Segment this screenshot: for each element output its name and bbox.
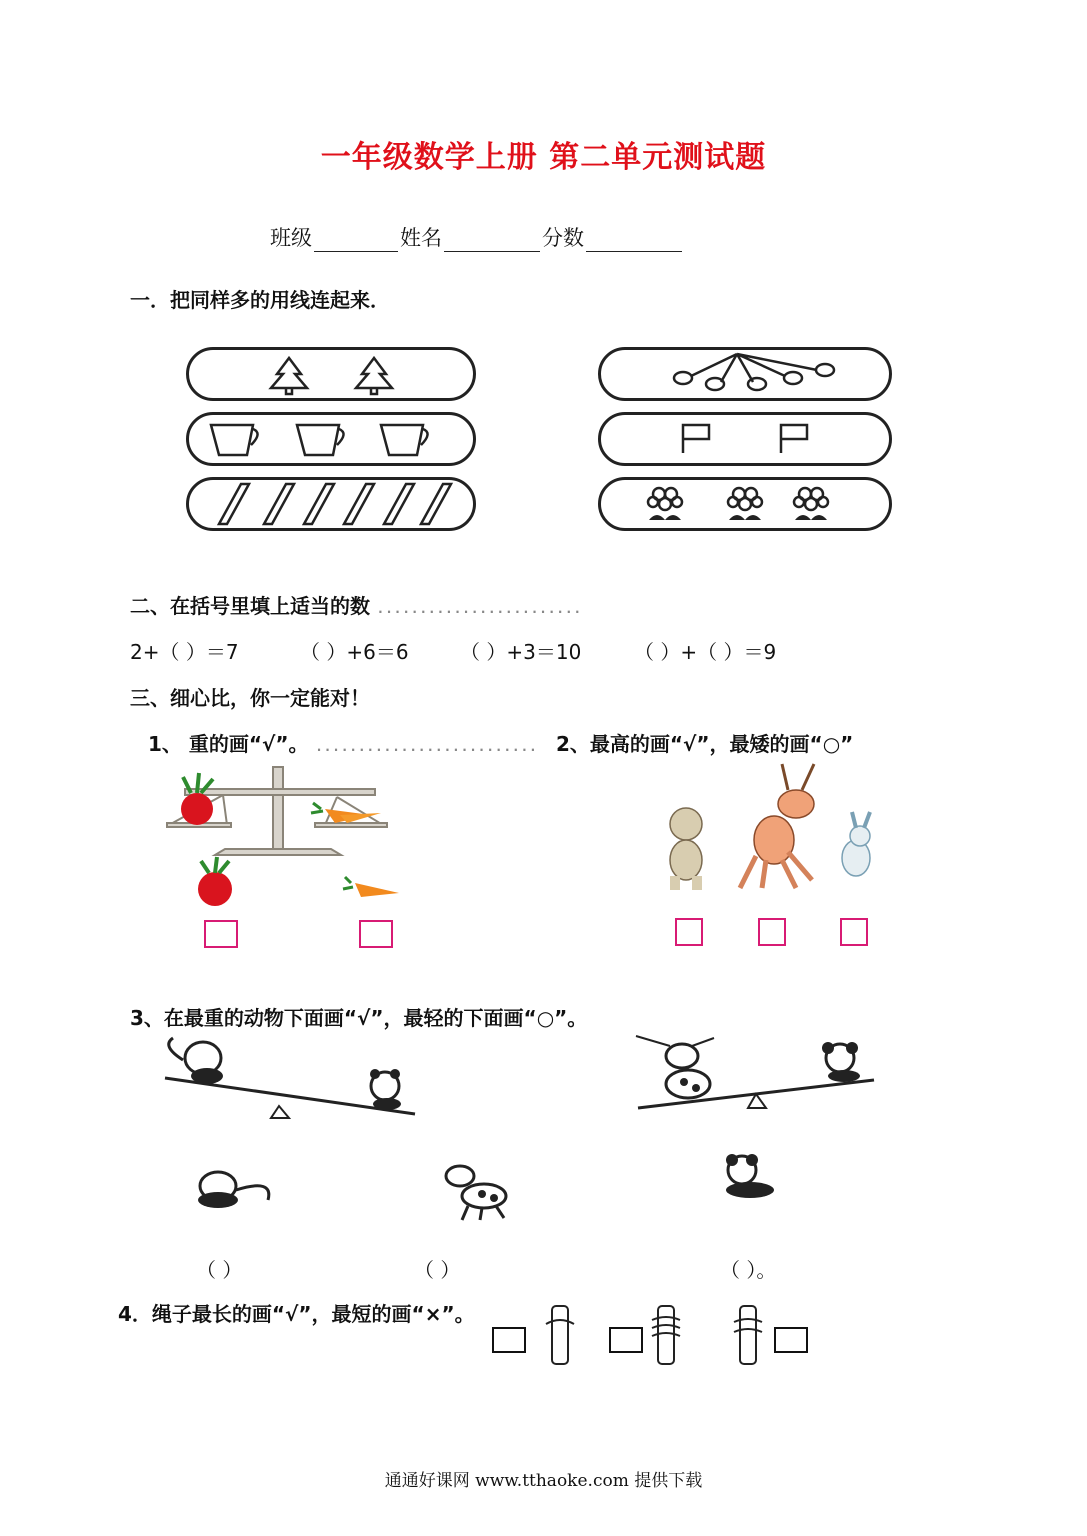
group-balloons[interactable] [598,347,892,401]
name-field[interactable] [444,229,540,252]
score-label: 分数 [542,226,584,250]
rope-post-1 [542,1302,578,1366]
deer-icon [636,1036,714,1098]
section1-heading: 一．把同样多的用线连起来． [130,288,390,312]
monkey-icon [169,1038,223,1084]
panda-icon [822,1042,860,1082]
equation-4[interactable]: （ ）+（ ）＝9 [634,640,777,664]
question-3: 3、在最重的动物下面画“√”，最轻的下面画“○”。 [130,1006,588,1030]
class-field[interactable] [314,229,398,252]
bear-icon [670,808,702,890]
equation-1[interactable]: 2+（ ）＝7 [130,640,239,664]
panda-icon [370,1069,401,1110]
answer-box-rope-1[interactable] [492,1327,526,1353]
answer-box-rope-3[interactable] [774,1327,808,1353]
page-title: 一年级数学上册 第二单元测试题 [320,140,767,175]
group-flowers[interactable] [598,477,892,531]
carrot-icon [343,877,399,897]
rope-post-2 [648,1302,684,1366]
answer-blank-deer[interactable]: （ ） [414,1258,461,1282]
flag-icon [601,415,889,463]
answer-box-rabbit[interactable] [840,918,868,946]
question-4: 4．绳子最长的画“√”，最短的画“×”。 [118,1302,475,1326]
answer-box-rope-2[interactable] [609,1327,643,1353]
panda-icon [712,1152,787,1202]
answer-box-bear[interactable] [675,918,703,946]
animals-height-illustration [656,760,886,895]
answer-box-deer[interactable] [758,918,786,946]
student-info [270,222,684,252]
deer-icon [740,764,814,888]
answer-blank-monkey[interactable]: （ ） [196,1258,243,1282]
carrot-icon [311,803,381,823]
footer-text: 通通好课网 www.tthaoke.com 提供下载 [384,1471,703,1491]
seesaw-monkey-panda [155,1036,420,1121]
tree-icon [189,350,473,398]
equation-2[interactable]: （ ）+6＝6 [300,640,409,664]
question-1: 1、 重的画“√”。 .......................... [148,732,540,756]
deer-icon [438,1160,523,1222]
flower-icon [601,480,889,528]
equation-3[interactable]: （ ）+3＝10 [460,640,582,664]
group-cups[interactable] [186,412,476,466]
group-sticks[interactable] [186,477,476,531]
stick-icon [189,480,473,528]
section2-heading: 二、在括号里填上适当的数 ........................ [130,594,584,618]
answer-blank-panda[interactable]: （ ）。 [720,1258,777,1282]
balloon-icon [601,350,889,398]
class-label: 班级 [270,226,312,250]
question-2: 2、最高的画“√”，最矮的画“○” [556,732,854,756]
answer-box-radish[interactable] [204,920,238,948]
radish-icon [181,773,213,825]
answer-box-carrot[interactable] [359,920,393,948]
rope-post-3 [730,1302,766,1366]
score-field[interactable] [586,229,682,252]
radish-icon [198,857,232,906]
section3-heading: 三、细心比，你一定能对！ [130,686,370,710]
cup-icon [189,415,473,463]
rabbit-icon [842,812,870,876]
seesaw-deer-panda [630,1036,880,1116]
monkey-icon [178,1160,278,1220]
group-trees[interactable] [186,347,476,401]
name-label: 姓名 [400,226,442,250]
group-flags[interactable] [598,412,892,466]
